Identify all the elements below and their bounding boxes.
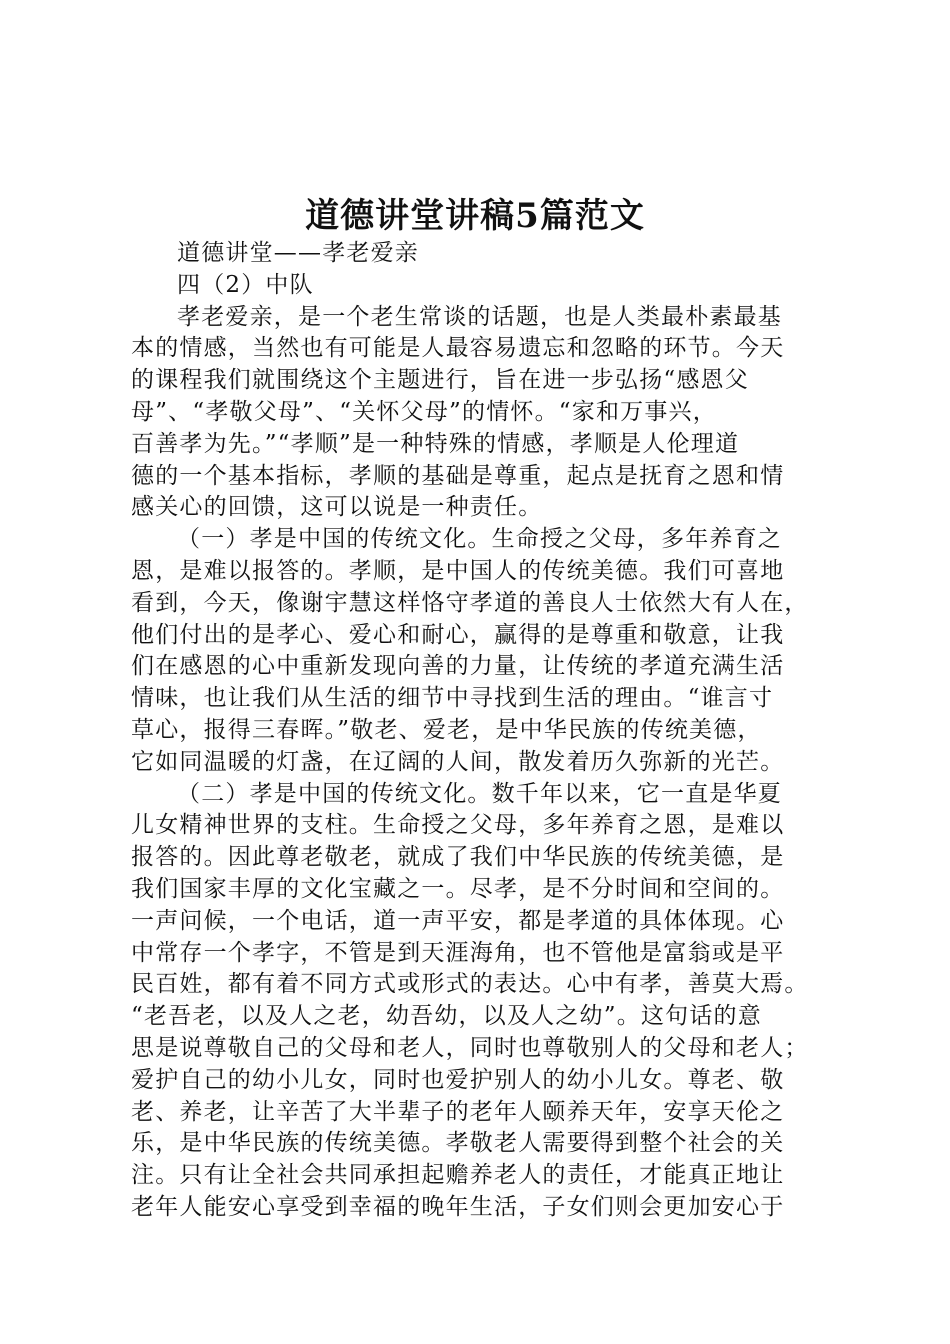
paragraph-line: 我们国家丰厚的文化宝藏之一。尽孝，是不分时间和空间的。 xyxy=(131,875,785,902)
paragraph-line: 老年人能安心享受到幸福的晚年生活，子女们则会更加安心于 xyxy=(131,1193,785,1220)
paragraph-line: 母”、“孝敬父母”、“关怀父母”的情怀。“家和万事兴， xyxy=(131,398,717,425)
paragraph-line: 爱护自己的幼小儿女，同时也爱护别人的幼小儿女。尊老、敬 xyxy=(131,1066,785,1093)
paragraph-line: 它如同温暖的灯盏，在辽阔的人间，散发着历久弥新的光芒。 xyxy=(131,748,785,775)
paragraph-line: 们在感恩的心中重新发现向善的力量，让传统的孝道充满生活 xyxy=(131,653,785,680)
paragraph-line: 报答的。因此尊老敬老，就成了我们中华民族的传统美德，是 xyxy=(131,844,785,871)
document-title: 道德讲堂讲稿5篇范文 xyxy=(305,196,645,236)
paragraph-line: （一）孝是中国的传统文化。生命授之父母，多年养育之 xyxy=(177,526,782,553)
paragraph-line: 情味，也让我们从生活的细节中寻找到生活的理由。“谁言寸 xyxy=(131,685,774,712)
paragraph-line: 看到，今天，像谢宇慧这样恪守孝道的善良人士依然大有人在， xyxy=(131,589,809,616)
paragraph-line: 本的情感，当然也有可能是人最容易遗忘和忽略的环节。今天 xyxy=(131,335,785,362)
paragraph-line: （二）孝是中国的传统文化。数千年以来，它一直是华夏 xyxy=(177,780,782,807)
paragraph-line: 孝老爱亲，是一个老生常谈的话题，也是人类最朴素最基 xyxy=(177,303,782,330)
paragraph-2 xyxy=(131,524,831,778)
paragraph-line: 乐，是中华民族的传统美德。孝敬老人需要得到整个社会的关 xyxy=(131,1130,785,1157)
paragraph-line: 百善孝为先。”“孝顺”是一种特殊的情感，孝顺是人伦理道 xyxy=(131,430,740,457)
paragraph-line: 思是说尊敬自己的父母和老人，同时也尊敬别人的父母和老人； xyxy=(131,1034,809,1061)
document-body xyxy=(131,238,831,1224)
paragraph-line: 的课程我们就围绕这个主题进行，旨在进一步弘扬“感恩父 xyxy=(131,367,749,394)
paragraph-line: 草心，报得三春晖。”敬老、爱老，是中华民族的传统美德， xyxy=(131,716,762,743)
paragraph-3 xyxy=(131,779,831,1224)
paragraph-line: 恩，是难以报答的。孝顺，是中国人的传统美德。我们可喜地 xyxy=(131,557,785,584)
paragraph-line: 一声问候，一个电话，道一声平安，都是孝道的具体体现。心 xyxy=(131,907,785,934)
paragraph-line: 老、养老，让辛苦了大半辈子的老年人颐养天年，安享天伦之 xyxy=(131,1098,785,1125)
paragraph-line: 他们付出的是孝心、爱心和耐心，赢得的是尊重和敬意，让我 xyxy=(131,621,785,648)
paragraph-1 xyxy=(131,302,831,525)
paragraph-line: “老吾老，以及人之老，幼吾幼，以及人之幼”。这句话的意 xyxy=(131,1003,762,1030)
unit-line: 四（2）中队 xyxy=(177,271,314,298)
subtitle-line: 道德讲堂——孝老爱亲 xyxy=(177,240,419,266)
paragraph-line: 德的一个基本指标，孝顺的基础是尊重，起点是抚育之恩和情 xyxy=(131,462,785,489)
paragraph-line: 感关心的回馈，这可以说是一种责任。 xyxy=(131,494,543,521)
paragraph-line: 儿女精神世界的支柱。生命授之父母，多年养育之恩，是难以 xyxy=(131,812,785,839)
paragraph-line: 中常存一个孝字，不管是到天涯海角，也不管他是富翁或是平 xyxy=(131,939,785,966)
paragraph-line: 注。只有让全社会共同承担起赡养老人的责任，才能真正地让 xyxy=(131,1162,785,1189)
paragraph-line: 民百姓，都有着不同方式或形式的表达。心中有孝，善莫大焉。 xyxy=(131,971,809,998)
